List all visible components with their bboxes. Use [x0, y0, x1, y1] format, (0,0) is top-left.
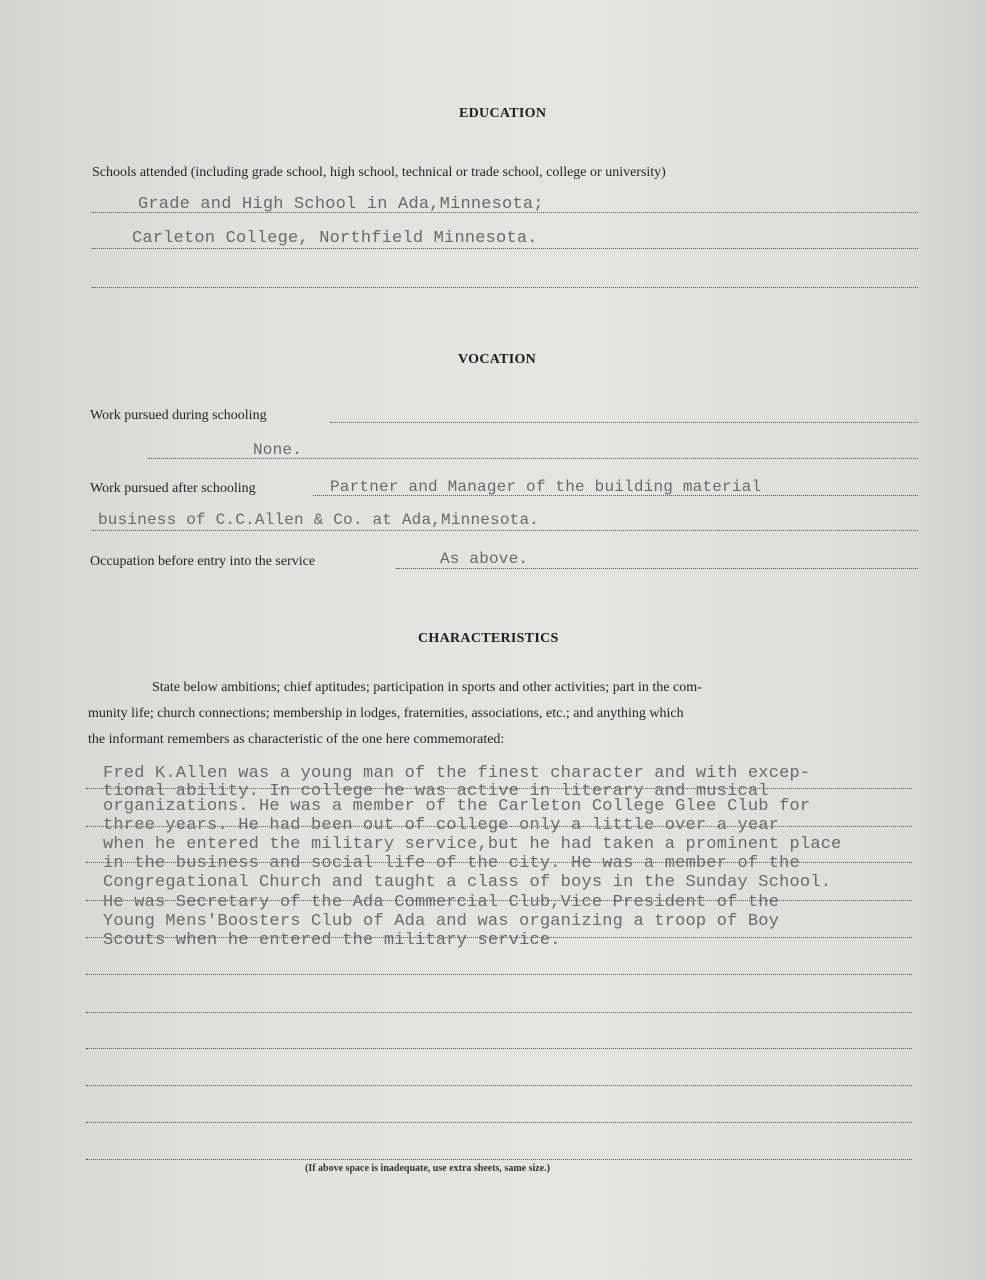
schools-attended-label: Schools attended (including grade school, high school, technical or trade school, college or university) — [92, 165, 666, 180]
answer-line — [86, 1012, 912, 1013]
narrative-line-6: in the business and social life of the city. He was a member of the — [103, 854, 800, 873]
answer-line — [86, 1122, 912, 1123]
schools-line-3 — [92, 287, 918, 288]
narrative-line-3: organizations. He was a member of the Carleton College Glee Club for — [103, 797, 811, 816]
footer-note: (If above space is inadequate, use extra sheets, same size.) — [305, 1163, 550, 1174]
occupation-value: As above. — [440, 550, 529, 568]
instructions-line-2: munity life; church connections; membership in lodges, fraternities, associations, etc.; and anything which — [88, 706, 684, 721]
narrative-line-5: when he entered the military service,but he had taken a prominent place — [103, 835, 842, 854]
occupation-line — [396, 568, 918, 569]
answer-line — [86, 1159, 912, 1160]
answer-line — [86, 1048, 912, 1049]
work-after-label: Work pursued after schooling — [90, 481, 256, 496]
schools-value-2: Carleton College, Northfield Minnesota. — [132, 229, 538, 248]
narrative-line-2: tional ability. In college he was active in literary and musical — [103, 782, 769, 801]
education-heading: EDUCATION — [459, 106, 547, 121]
work-after-value-2: business of C.C.Allen & Co. at Ada,Minnesota. — [98, 511, 540, 529]
work-during-value: None. — [253, 441, 303, 459]
work-during-label: Work pursued during schooling — [90, 408, 267, 423]
narrative-line-7: Congregational Church and taught a class of boys in the Sunday School. — [103, 873, 832, 892]
work-during-line-1 — [330, 422, 918, 423]
work-after-line-2 — [92, 530, 918, 531]
answer-line — [86, 1085, 912, 1086]
schools-line-2 — [92, 248, 918, 249]
answer-line — [86, 974, 912, 975]
characteristics-heading: CHARACTERISTICS — [418, 631, 559, 646]
instructions-line-3: the informant remembers as characteristic of the one here commemorated: — [88, 732, 505, 747]
narrative-line-10: Scouts when he entered the military service. — [103, 931, 561, 950]
narrative-line-1: Fred K.Allen was a young man of the finest character and with excep- — [103, 764, 811, 783]
occupation-label: Occupation before entry into the service — [90, 554, 316, 569]
schools-value-1: Grade and High School in Ada,Minnesota; — [138, 195, 544, 214]
vocation-heading: VOCATION — [458, 352, 537, 367]
narrative-line-9: Young Mens'Boosters Club of Ada and was organizing a troop of Boy — [103, 912, 780, 931]
work-after-value-1: Partner and Manager of the building material — [330, 478, 762, 496]
narrative-line-4: three years. He had been out of college only a little over a year — [103, 816, 780, 835]
instructions-line-1: State below ambitions; chief aptitudes; participation in sports and other activities; part in the com- — [152, 680, 702, 695]
narrative-line-8: He was Secretary of the Ada Commercial Club,Vice President of the — [103, 893, 780, 912]
